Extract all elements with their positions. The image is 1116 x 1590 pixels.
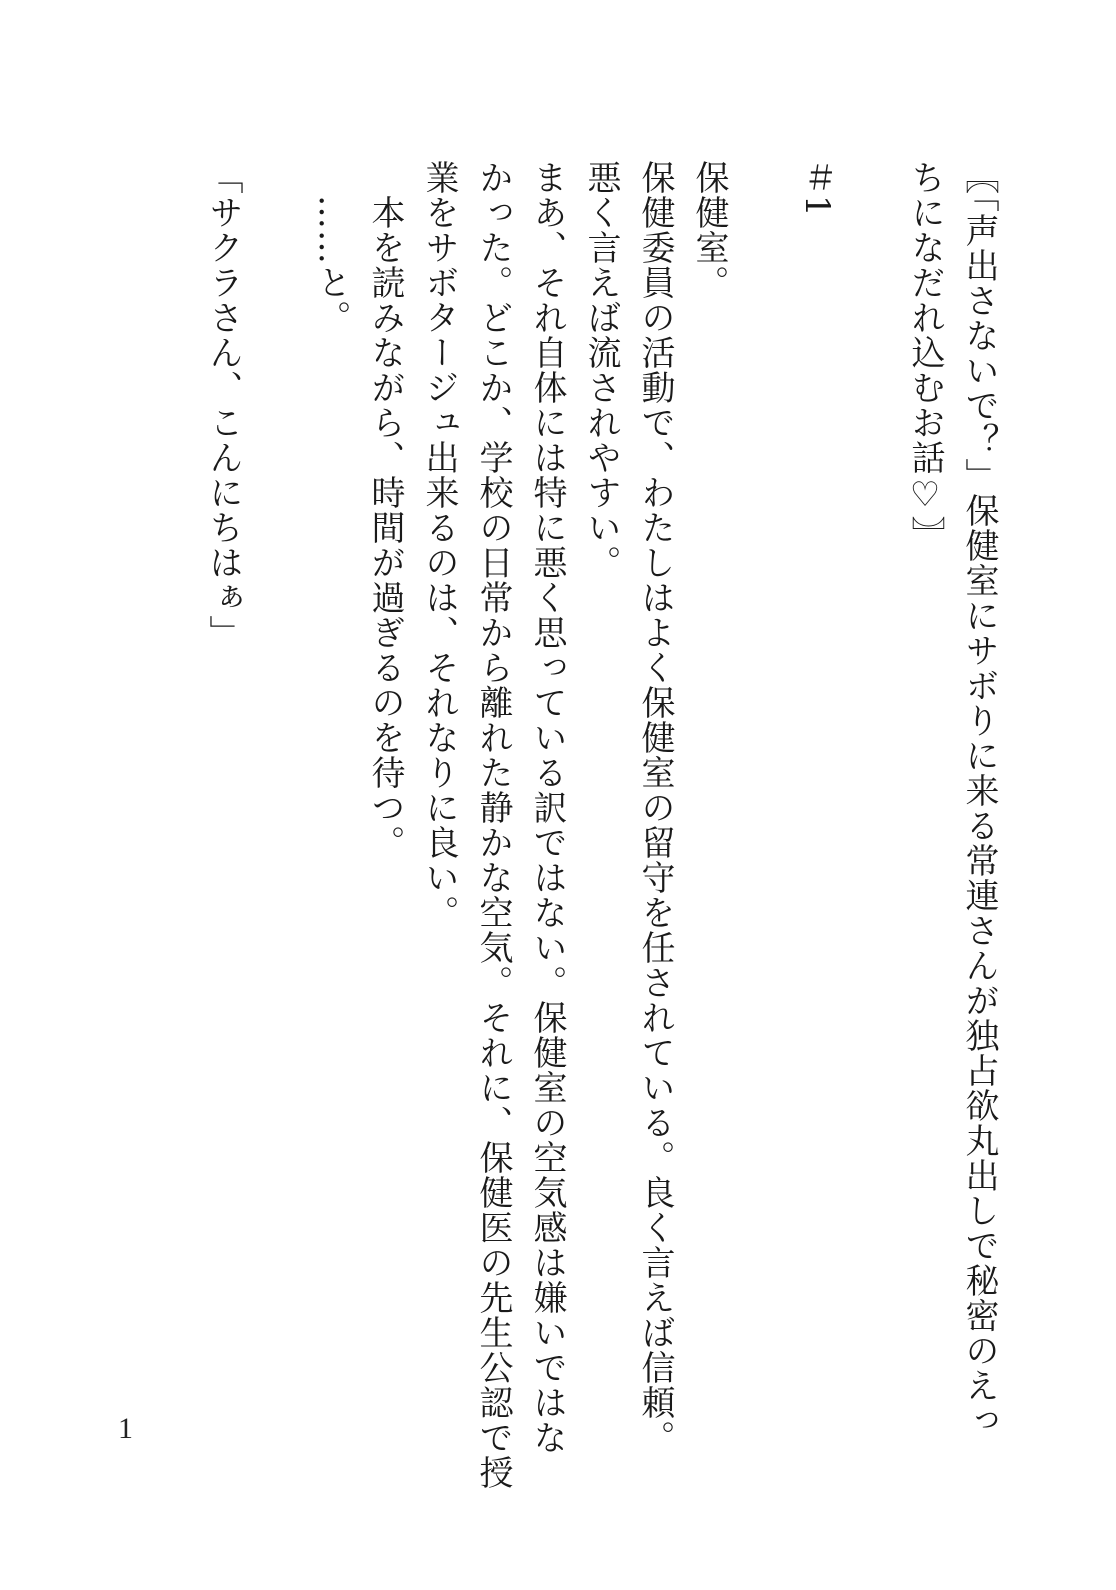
vertical-text-body xyxy=(196,160,1006,1490)
body-line-5: かった。どこか、学校の日常から離れた静かな空気。それに、保健医の先生公認で授 xyxy=(473,160,513,1490)
story-title-line-2: ちになだれ込むお話♡〗 xyxy=(905,160,945,551)
blank-line xyxy=(736,160,790,1380)
page-number: 1 xyxy=(118,1412,133,1445)
story-title-line-1: 〖「声出さないで？」保健室にサボりに来る常連さんが独占欲丸出しで秘密のえっ xyxy=(959,160,999,1438)
body-line-2: 保健委員の活動で、わたしはよく保健室の留守を任されている。良く言えば信頼。 xyxy=(635,160,675,1455)
body-line-7: 本を読みながら、時間が過ぎるのを待つ。 xyxy=(365,160,405,860)
body-line-4: まあ、それ自体には特に悪く思っている訳ではない。保健室の空気感は嫌いではな xyxy=(527,160,567,1455)
body-line-6: 業をサボタージュ出来るのは、それなりに良い。 xyxy=(419,160,459,930)
dialogue-line: 「サクラさん、こんにちはぁ」 xyxy=(203,160,243,650)
blank-line xyxy=(250,160,304,1380)
body-line-3: 悪く言えば流されやすい。 xyxy=(581,160,621,580)
chapter-heading: ＃1 xyxy=(797,160,837,218)
blank-line xyxy=(844,160,898,1380)
body-line-8: ……と。 xyxy=(311,160,351,335)
body-line-1: 保健室。 xyxy=(689,160,729,300)
